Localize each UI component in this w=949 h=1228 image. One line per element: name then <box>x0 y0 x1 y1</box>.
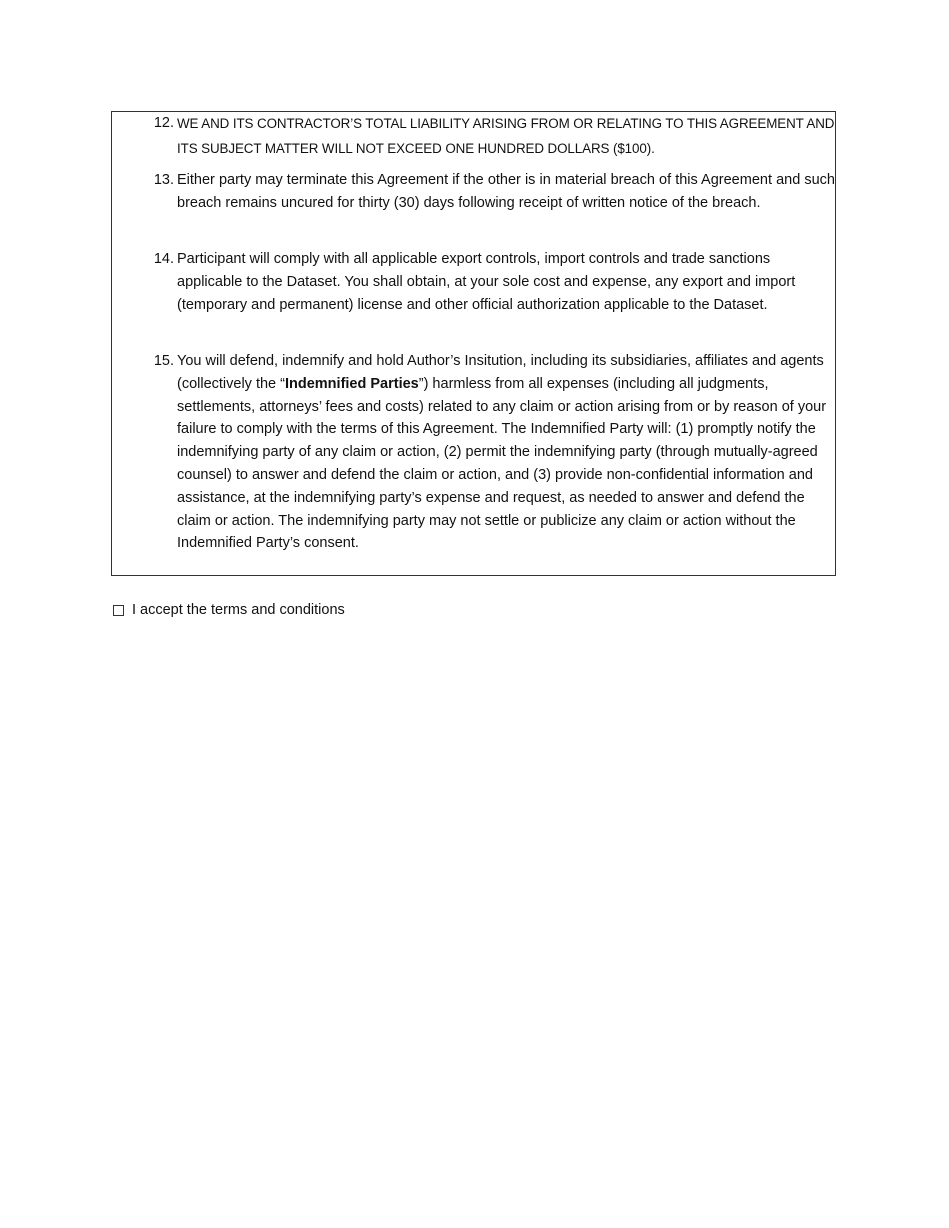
clause-text: Either party may terminate this Agreement if the other is in material breach of this Agreement and such breach remains uncured for thirty (30) days following receipt of written notice of the breach. <box>177 172 835 211</box>
clause-text-after: ”) harmless from all expenses (including all judgments, settlements, attorneys’ fees and costs) related to any claim or action arising from or by reason of your failure to comply with the terms of this Agreement. The Indemnified Party will: (1) promptly notify the indemnifying party of any claim or action, (2) permit the indemnifying party (through mutually-agreed counsel) to answer and defend the claim or action, and (3) provide non-confidential information and assistance, at the indemnifying party’s expense and request, as needed to answer and defend the claim or action. The indemnifying party may not settle or publicize any claim or action without the Indemnified Party’s consent. <box>177 375 827 552</box>
clause-number: 15. <box>153 353 174 369</box>
clause-text: WE AND ITS CONTRACTOR’S TOTAL LIABILITY ARISING FROM OR RELATING TO THIS AGREEMENT AND ITS SUBJECT MATTER WILL NOT EXCEED ONE HUNDRED DOLLARS ($100). <box>177 116 835 156</box>
defined-term: Indemnified Parties <box>284 375 419 392</box>
accept-terms-label: I accept the terms and conditions <box>132 602 345 618</box>
checkbox-icon[interactable] <box>113 605 124 616</box>
clause-number: 12. <box>153 115 174 131</box>
accept-terms-row[interactable] <box>113 599 345 621</box>
terms-box <box>111 111 836 576</box>
clause-text: Participant will comply with all applicable export controls, import controls and trade sanctions applicable to the Dataset. You shall obtain, at your sole cost and expense, any export and import (temporary and permanent) license and other official authorization applicable to the Dataset. <box>177 251 796 313</box>
clause-text <box>177 350 835 555</box>
clause-number: 13. <box>153 172 174 188</box>
clause-text-before: You will defend, indemnify and hold Author’s Insitution, including its subsidiaries, affiliates and agents (collectively the “ <box>177 353 824 392</box>
clause-number: 14. <box>153 251 174 267</box>
